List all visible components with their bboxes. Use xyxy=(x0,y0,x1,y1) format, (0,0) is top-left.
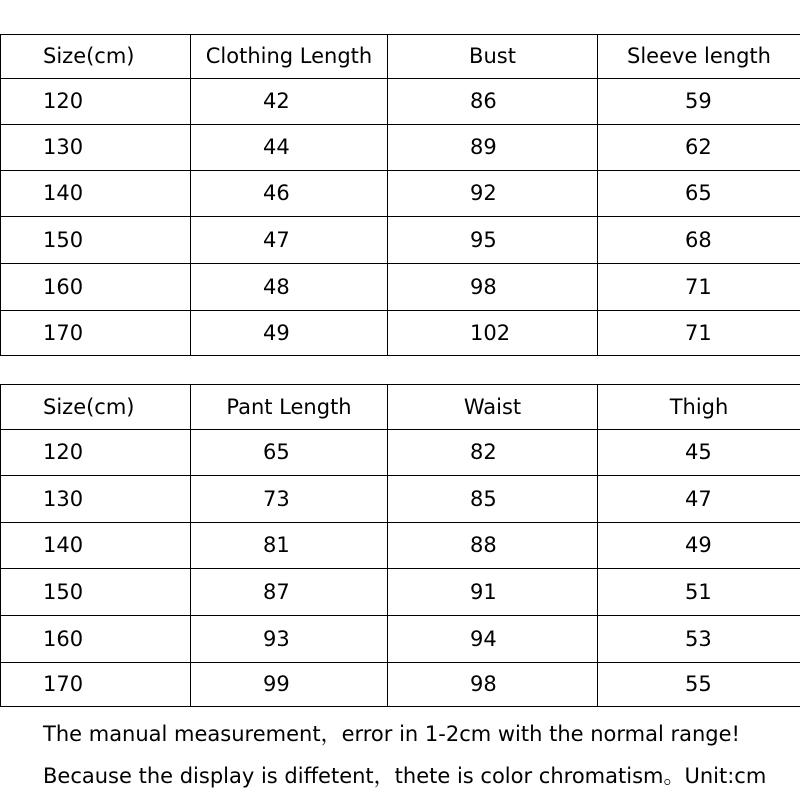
measurement-note: The manual measurement，error in 1-2cm with the normal range! xyxy=(43,722,740,746)
table-cell: 65 xyxy=(191,430,388,476)
table-cell: 98 xyxy=(388,264,598,311)
table-cell: 81 xyxy=(191,523,388,569)
table-cell: 160 xyxy=(1,264,191,311)
table-cell: 47 xyxy=(191,217,388,264)
table-cell: 160 xyxy=(1,616,191,663)
table-cell: 73 xyxy=(191,476,388,523)
header-cell: Thigh xyxy=(598,385,800,430)
table-cell: 46 xyxy=(191,171,388,217)
table-cell: 170 xyxy=(1,663,191,707)
table-cell: 88 xyxy=(388,523,598,569)
table-cell: 47 xyxy=(598,476,800,523)
table-cell: 140 xyxy=(1,523,191,569)
table-row xyxy=(1,125,800,171)
table-cell: 120 xyxy=(1,79,191,125)
color-unit-note: Because the display is diffetent，thete is color chromatism。Unit:cm xyxy=(43,764,767,788)
header-cell: Bust xyxy=(388,35,598,79)
table-cell: 82 xyxy=(388,430,598,476)
table-row xyxy=(1,217,800,264)
table-cell: 59 xyxy=(598,79,800,125)
table-cell: 170 xyxy=(1,311,191,356)
table-cell: 150 xyxy=(1,217,191,264)
table-cell: 71 xyxy=(598,264,800,311)
table-cell: 95 xyxy=(388,217,598,264)
header-cell: Clothing Length xyxy=(191,35,388,79)
table-cell: 99 xyxy=(191,663,388,707)
table-cell: 42 xyxy=(191,79,388,125)
table-cell: 92 xyxy=(388,171,598,217)
table-row xyxy=(1,171,800,217)
table-cell: 89 xyxy=(388,125,598,171)
table-cell: 49 xyxy=(191,311,388,356)
header-cell: Size(cm) xyxy=(1,35,191,79)
table-row xyxy=(1,79,800,125)
table-cell: 44 xyxy=(191,125,388,171)
table-cell: 49 xyxy=(598,523,800,569)
table-cell: 150 xyxy=(1,569,191,616)
table-cell: 120 xyxy=(1,430,191,476)
table-cell: 85 xyxy=(388,476,598,523)
table-cell: 86 xyxy=(388,79,598,125)
header-cell: Size(cm) xyxy=(1,385,191,430)
table-cell: 87 xyxy=(191,569,388,616)
table-cell: 53 xyxy=(598,616,800,663)
header-cell: Pant Length xyxy=(191,385,388,430)
table-cell: 102 xyxy=(388,311,598,356)
table-row xyxy=(1,476,800,523)
table-cell: 93 xyxy=(191,616,388,663)
table-cell: 51 xyxy=(598,569,800,616)
table-header-row xyxy=(1,35,800,79)
table-row xyxy=(1,430,800,476)
table-cell: 65 xyxy=(598,171,800,217)
table-cell: 130 xyxy=(1,125,191,171)
table-row xyxy=(1,264,800,311)
table-cell: 55 xyxy=(598,663,800,707)
table-cell: 62 xyxy=(598,125,800,171)
table-cell: 45 xyxy=(598,430,800,476)
table-cell: 140 xyxy=(1,171,191,217)
table-cell: 98 xyxy=(388,663,598,707)
bottom-size-table xyxy=(0,384,800,707)
table-cell: 48 xyxy=(191,264,388,311)
table-row xyxy=(1,663,800,707)
table-row xyxy=(1,523,800,569)
table-cell: 71 xyxy=(598,311,800,356)
table-cell: 91 xyxy=(388,569,598,616)
table-cell: 94 xyxy=(388,616,598,663)
table-row xyxy=(1,616,800,663)
table-cell: 68 xyxy=(598,217,800,264)
table-header-row xyxy=(1,385,800,430)
table-row xyxy=(1,311,800,356)
header-cell: Sleeve length xyxy=(598,35,800,79)
header-cell: Waist xyxy=(388,385,598,430)
table-cell: 130 xyxy=(1,476,191,523)
table-row xyxy=(1,569,800,616)
top-size-table xyxy=(0,34,800,356)
